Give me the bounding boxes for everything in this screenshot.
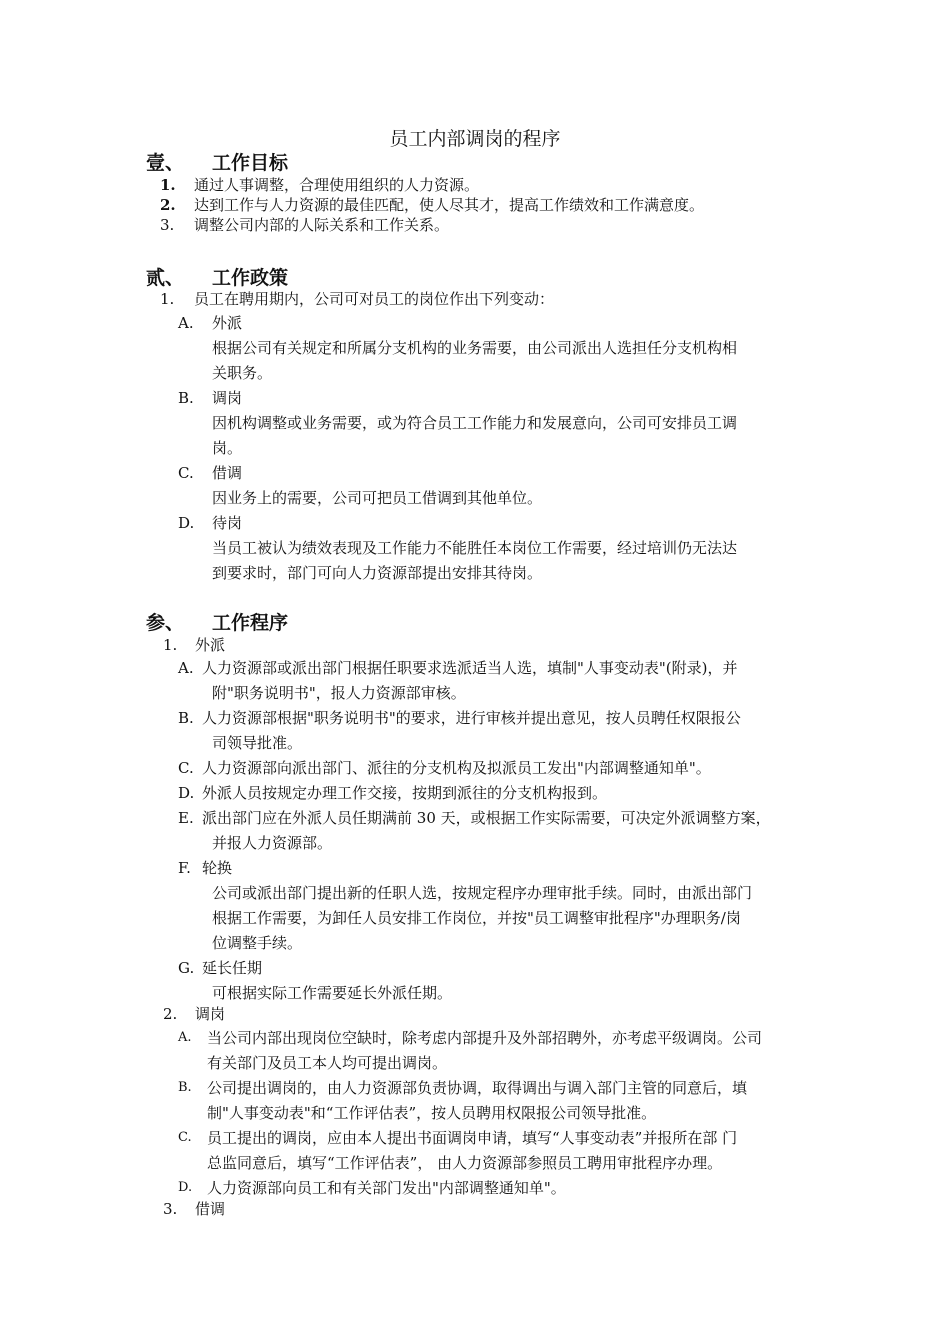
list-marker: C. — [178, 759, 194, 777]
policy-item-d-desc-2: 到要求时，部门可向人力资源部提出安排其待岗。 — [212, 564, 543, 582]
list-label: 借调 — [195, 1200, 226, 1218]
procedure-1-item-a-cont: 附"职务说明书"，报人力资源部审核。 — [212, 684, 466, 702]
list-label: 调岗 — [195, 1005, 226, 1023]
section-number: 参、 — [146, 612, 185, 634]
list-text: 达到工作与人力资源的最佳匹配，使人尽其才，提高工作绩效和工作满意度。 — [194, 196, 705, 214]
policy-item-b-desc-1: 因机构调整或业务需要，或为符合员工工作能力和发展意向，公司可安排员工调 — [212, 414, 738, 432]
list-text: 员工提出的调岗，应由本人提出书面调岗申请，填写“人事变动表”并报所在部 门 — [207, 1129, 738, 1147]
list-label: 借调 — [212, 464, 243, 482]
list-text: 员工在聘用期内，公司可对员工的岗位作出下列变动： — [194, 290, 555, 308]
section-title: 工作程序 — [212, 612, 289, 634]
list-marker: 2. — [163, 1005, 178, 1023]
list-marker: 1. — [163, 636, 178, 654]
list-marker: A. — [178, 314, 194, 332]
procedure-2-item-c-cont: 总监同意后，填写“工作评估表”， 由人力资源部参照员工聘用审批程序办理。 — [207, 1154, 723, 1172]
list-marker: C. — [178, 1130, 192, 1145]
list-text: 调整公司内部的人际关系和工作关系。 — [194, 216, 450, 234]
section-number: 壹、 — [146, 152, 185, 174]
list-label: 外派 — [195, 636, 226, 654]
policy-item-a-desc-1: 根据公司有关规定和所属分支机构的业务需要，由公司派出人选担任分支机构相 — [212, 339, 738, 357]
list-marker: D. — [178, 784, 195, 802]
list-text: 通过人事调整，合理使用组织的人力资源。 — [194, 176, 480, 194]
procedure-2-item-b-cont: 制"人事变动表"和“工作评估表”，按人员聘用权限报公司领导批准。 — [207, 1104, 657, 1122]
list-marker: 3. — [163, 1200, 178, 1218]
procedure-2-item-a-cont: 有关部门及员工本人均可提出调岗。 — [207, 1054, 448, 1072]
section-heading-goals — [146, 148, 288, 175]
list-text: 人力资源部向派出部门、派往的分支机构及拟派员工发出"内部调整通知单"。 — [202, 759, 711, 777]
list-marker: D. — [178, 514, 195, 532]
policy-item-a-desc-2: 关职务。 — [212, 364, 273, 382]
procedure-1-item-f-desc-1: 公司或派出部门提出新的任职人选，按规定程序办理审批手续。同时，由派出部门 — [212, 884, 753, 902]
list-label: 轮换 — [202, 859, 233, 877]
section-title: 工作政策 — [212, 267, 289, 289]
list-text: 当公司内部出现岗位空缺时，除考虑内部提升及外部招聘外，亦考虑平级调岗。公司 — [207, 1029, 763, 1047]
procedure-1-item-g-desc-1: 可根据实际工作需要延长外派任期。 — [212, 984, 453, 1002]
list-marker: 1. — [160, 290, 175, 308]
list-marker: B. — [178, 1080, 192, 1095]
section-heading-policy — [146, 263, 288, 290]
list-text: 人力资源部向员工和有关部门发出"内部调整通知单"。 — [207, 1179, 566, 1197]
procedure-1-item-e-cont: 并报人力资源部。 — [212, 834, 333, 852]
list-marker: C. — [178, 464, 194, 482]
list-marker: D. — [178, 1180, 193, 1195]
section-number: 贰、 — [146, 267, 185, 289]
list-label: 外派 — [212, 314, 243, 332]
list-marker: A. — [178, 659, 194, 677]
list-text: 人力资源部根据"职务说明书"的要求，进行审核并提出意见，按人员聘任权限报公 — [202, 709, 741, 727]
list-text: 公司提出调岗的，由人力资源部负责协调，取得调出与调入部门主管的同意后，填 — [207, 1079, 748, 1097]
list-marker: 2. — [160, 196, 176, 214]
list-marker: G. — [178, 959, 195, 977]
list-marker: B. — [178, 709, 194, 727]
list-marker: E. — [178, 809, 194, 827]
list-text: 人力资源部或派出部门根据任职要求选派适当人选，填制"人事变动表"(附录)，并 — [202, 659, 738, 677]
section-title: 工作目标 — [212, 152, 289, 174]
document-title: 员工内部调岗的程序 — [389, 128, 561, 150]
list-label: 延长任期 — [202, 959, 263, 977]
list-marker: 1. — [160, 176, 176, 194]
list-text: 派出部门应在外派人员任期满前 30 天，或根据工作实际需要，可决定外派调整方案， — [202, 809, 771, 827]
procedure-1-item-b-cont: 司领导批准。 — [212, 734, 303, 752]
policy-item-b-desc-2: 岗。 — [212, 439, 243, 457]
procedure-1-item-f-desc-3: 位调整手续。 — [212, 934, 303, 952]
procedure-1-item-f-desc-2: 根据工作需要，为卸任人员安排工作岗位，并按"员工调整审批程序"办理职务/岗 — [212, 909, 741, 927]
section-heading-procedure — [146, 608, 288, 635]
list-marker: A. — [178, 1030, 192, 1045]
policy-item-c-desc-1: 因业务上的需要，公司可把员工借调到其他单位。 — [212, 489, 543, 507]
list-text: 外派人员按规定办理工作交接，按期到派往的分支机构报到。 — [202, 784, 608, 802]
list-label: 调岗 — [212, 389, 243, 407]
list-marker: F. — [178, 859, 191, 877]
list-marker: B. — [178, 389, 194, 407]
list-marker: 3. — [160, 216, 175, 234]
list-label: 待岗 — [212, 514, 243, 532]
policy-item-d-desc-1: 当员工被认为绩效表现及工作能力不能胜任本岗位工作需要，经过培训仍无法达 — [212, 539, 738, 557]
